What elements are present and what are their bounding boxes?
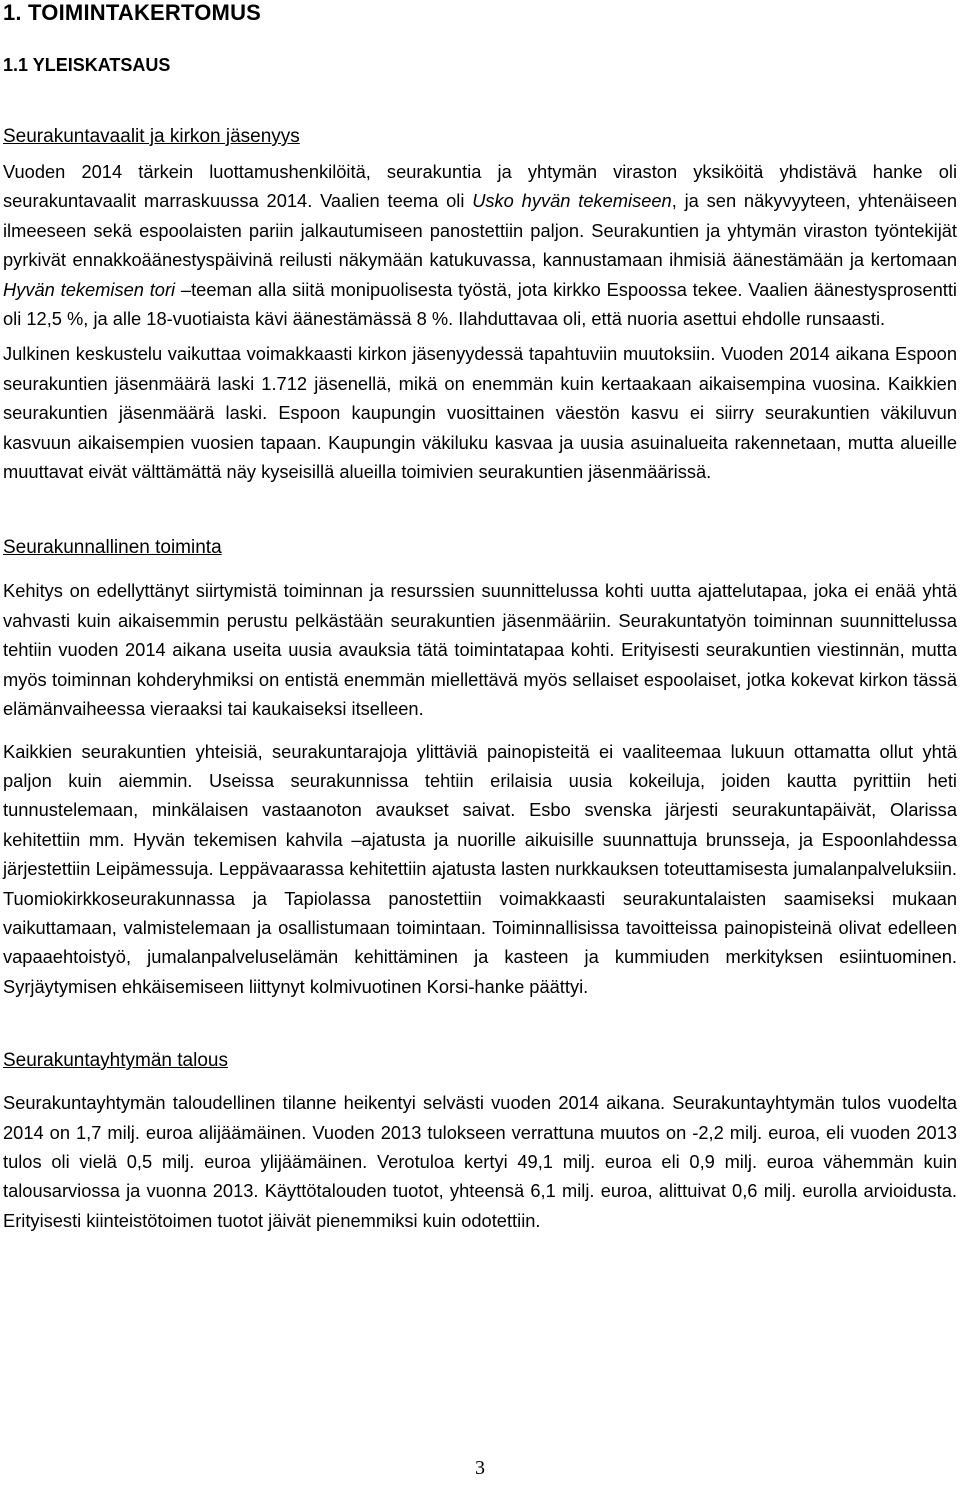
- section-title: Seurakuntavaalit ja kirkon jäsenyys: [3, 126, 300, 147]
- paragraph: Julkinen keskustelu vaikuttaa voimakkaasti kirkon jäsenyydessä tapahtuviin muutoksiin. Vuoden 2014 aikana Espoon seurakuntien jäsenmäärä laski 1.712 jäsenellä, mikä on enemmän kuin kertaakaan aikaisempina vuosina. Kaikkien seurakuntien jäsenmäärä laski. Espoon kaupungin vuosittainen väestön kasvu ei siirry seurakuntien väkiluvun kasvuun aikaisempien vuosien tapaan. Kaupungin väkiluku kasvaa ja uusia asuinalueita rakennetaan, mutta alueille muuttavat eivät välttämättä näy kyseisillä alueilla toimivien seurakuntien jäsenmäärissä.: [3, 343, 957, 483]
- page-number: 3: [475, 1457, 485, 1479]
- emphasis: Usko hyvän tekemiseen: [472, 190, 672, 212]
- sub-heading: 1.1 YLEISKATSAUS: [3, 55, 171, 75]
- section-title: Seurakuntayhtymän talous: [3, 1050, 228, 1072]
- emphasis: Hyvän tekemisen tori: [3, 278, 176, 300]
- paragraph: Seurakuntayhtymän taloudellinen tilanne heikentyi selvästi vuoden 2014 aikana. Seurakuntayhtymän tulos vuodelta 2014 on 1,7 milj. euroa alijäämäinen. Vuoden 2013 tulokseen verrattuna muutos on -2,2 milj. euroa, eli vuoden 2013 tulos oli vielä 0,5 milj. euroa ylijäämäinen. Verotuloa kertyi 49,1 milj. euroa eli 0,9 milj. euroa vähemmän kuin talousarviossa ja vuonna 2013. Käyttötalouden tuotot, yhteensä 6,1 milj. euroa, alittuivat 0,6 milj. eurolla arvioidusta. Erityisesti kiinteistötoimen tuotot jäivät pienemmiksi kuin odotettiin.: [3, 1092, 957, 1231]
- document-page: [3, 0, 957, 1235]
- section-title: Seurakunnallinen toiminta: [3, 537, 222, 559]
- section-finances: [3, 1049, 957, 1235]
- main-heading: 1. TOIMINTAKERTOMUS: [3, 0, 262, 25]
- paragraph: Vuoden 2014 tärkein luottamushenkilöitä, seurakuntia ja yhtymän viraston yksiköitä yhdistävä hanke oli seurakuntavaalit marraskuussa 2014. Vaalien teema oli Usko hyvän tekemiseen, ja sen näkyvyyteen, yhtenäiseen ilmeeseen sekä espoolaisten pariin jalkautumiseen panostettiin paljon. Seurakuntien ja yhtymän viraston työntekijät pyrkivät ennakkoäänestyspäivinä reilusti näkymään katukuvassa, kannustamaan ihmisiä äänestämään ja kertomaan Hyvän tekemisen tori –teeman alla siitä monipuolisesta työstä, jota kirkko Espoossa tekee. Vaalien äänestysprosentti oli 12,5 %, ja alle 18-vuotiaista kävi äänestämässä 8 %. Ilahduttavaa oli, että nuoria asettui ehdolle runsaasti.: [3, 161, 958, 330]
- paragraph: Kehitys on edellyttänyt siirtymistä toiminnan ja resurssien suunnittelussa kohti uutta ajattelutapaa, joka ei enää yhtä vahvasti kuin aikaisemmin perustu pelkästään seurakuntien jäsenmääriin. Seurakuntatyön toiminnan suunnittelussa tehtiin vuoden 2014 aikana useita uusia avauksia tätä toimintatapaa kohti. Erityisesti seurakuntien viestinnän, mutta myös toiminnan kohderyhmiksi on entistä enemmän miellettävä myös sellaiset espoolaiset, jotka kokevat kirkon tässä elämänvaiheessa vieraaksi tai kaukaiseksi itselleen.: [3, 580, 957, 720]
- paragraph: Kaikkien seurakuntien yhteisiä, seurakuntarajoja ylittäviä painopisteitä ei vaaliteemaa lukuun ottamatta ollut yhtä paljon kuin aiemmin. Useissa seurakunnissa tehtiin erilaisia uusia kokeiluja, joiden kautta pyrittiin heti tunnustelemaan, minkälaisen vastaanoton avaukset saivat. Esbo svenska järjesti seurakuntapäivät, Olarissa kehitettiin mm. Hyvän tekemisen kahvila –ajatusta ja nuorille aikuisille suunnattuja brunsseja, ja Espoonlahdessa järjestettiin Leipämessuja. Leppävaarassa kehitettiin ajatusta lasten nurkkauksen toteuttamisesta jumalanpalveluksiin. Tuomiokirkkoseurakunnassa ja Tapiolassa panostettiin voimakkaasti seurakuntalaisten saamiseksi mukaan vaikuttamaan, valmistelemaan ja osallistumaan toimintaan. Toiminnallisissa tavoitteissa painopisteinä olivat edelleen vapaaehtoistyö, jumalanpalveluselämän kehittäminen ja kasteen ja kummiuden merkityksen esiintuominen. Syrjäytymisen ehkäisemiseen liittynyt kolmivuotinen Korsi-hanke päättyi.: [3, 740, 957, 997]
- section-elections: [3, 125, 957, 486]
- section-activities: [3, 536, 957, 1001]
